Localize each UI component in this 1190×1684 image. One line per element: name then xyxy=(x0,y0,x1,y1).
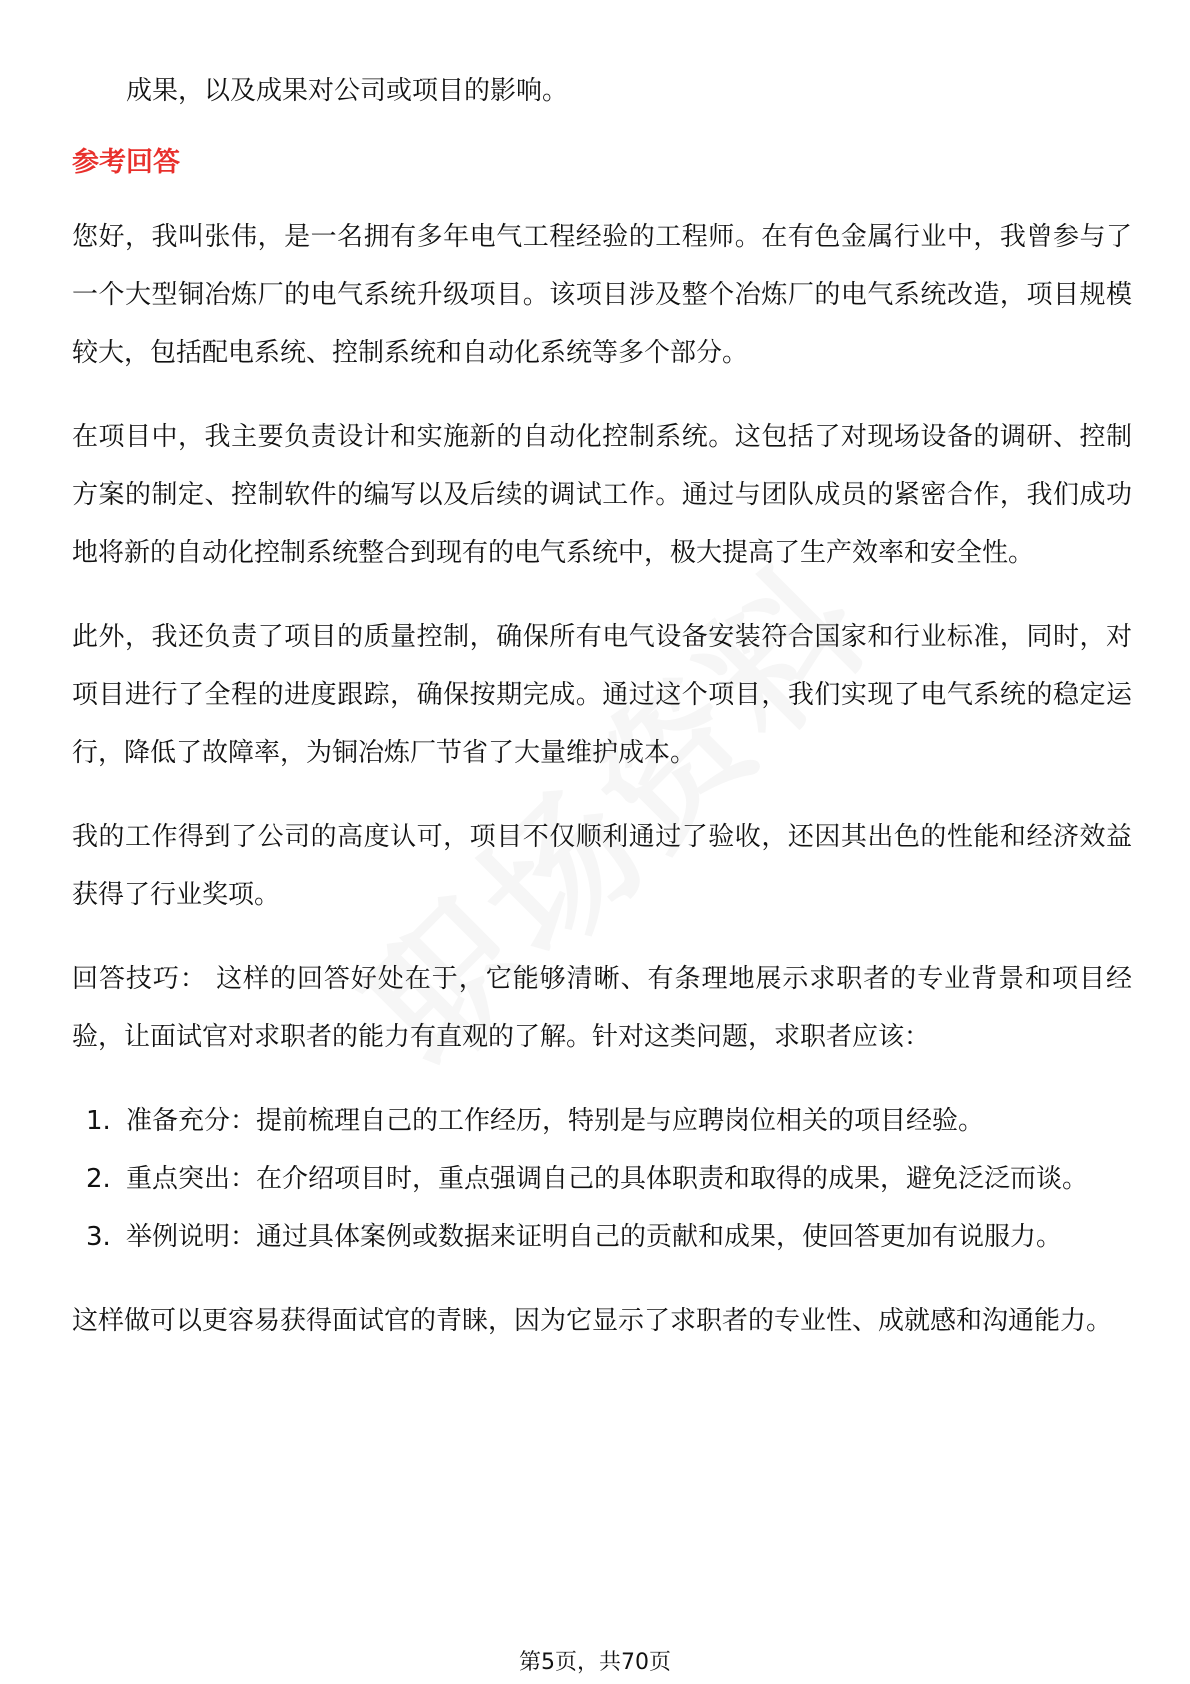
page-content xyxy=(72,62,1132,1376)
paragraph-responsibility: 在项目中，我主要负责设计和实施新的自动化控制系统。这包括了对现场设备的调研、控制方案的制定、控制软件的编写以及后续的调试工作。通过与团队成员的紧密合作，我们成功地将新的自动化控制系统整合到现有的电气系统中，极大提高了生产效率和安全性。 xyxy=(72,422,1132,568)
paragraph-answer-tips: 回答技巧： 这样的回答好处在于，它能够清晰、有条理地展示求职者的专业背景和项目经验，让面试官对求职者的能力有直观的了解。针对这类问题，求职者应该： xyxy=(72,964,1132,1052)
list-item xyxy=(72,1150,1132,1208)
continuation-text: 成果，以及成果对公司或项目的影响。 xyxy=(126,76,569,106)
list-number: 2. xyxy=(86,1164,111,1194)
list-item-text: 举例说明：通过具体案例或数据来证明自己的贡献和成果，使回答更加有说服力。 xyxy=(126,1222,1063,1252)
list-item xyxy=(72,1208,1132,1266)
list-item-text: 重点突出：在介绍项目时，重点强调自己的具体职责和取得的成果，避免泛泛而谈。 xyxy=(126,1164,1089,1194)
list-item xyxy=(72,1092,1132,1150)
section-heading: 参考回答 xyxy=(72,147,180,178)
paragraph-closing: 这样做可以更容易获得面试官的青睐，因为它显示了求职者的专业性、成就感和沟通能力。 xyxy=(72,1306,1113,1336)
tips-list xyxy=(72,1092,1132,1266)
page-footer: 第5页，共70页 xyxy=(519,1650,671,1675)
paragraph-recognition: 我的工作得到了公司的高度认可，项目不仅顺利通过了验收，还因其出色的性能和经济效益获得了行业奖项。 xyxy=(72,822,1132,910)
list-number: 3. xyxy=(86,1222,111,1252)
list-number: 1. xyxy=(86,1106,111,1136)
paragraph-intro: 您好，我叫张伟，是一名拥有多年电气工程经验的工程师。在有色金属行业中，我曾参与了一个大型铜冶炼厂的电气系统升级项目。该项目涉及整个冶炼厂的电气系统改造，项目规模较大，包括配电系统、控制系统和自动化系统等多个部分。 xyxy=(72,222,1132,368)
list-item-text: 准备充分：提前梳理自己的工作经历，特别是与应聘岗位相关的项目经验。 xyxy=(126,1106,985,1136)
paragraph-quality: 此外，我还负责了项目的质量控制，确保所有电气设备安装符合国家和行业标准，同时，对项目进行了全程的进度跟踪，确保按期完成。通过这个项目，我们实现了电气系统的稳定运行，降低了故障率，为铜冶炼厂节省了大量维护成本。 xyxy=(72,622,1132,768)
